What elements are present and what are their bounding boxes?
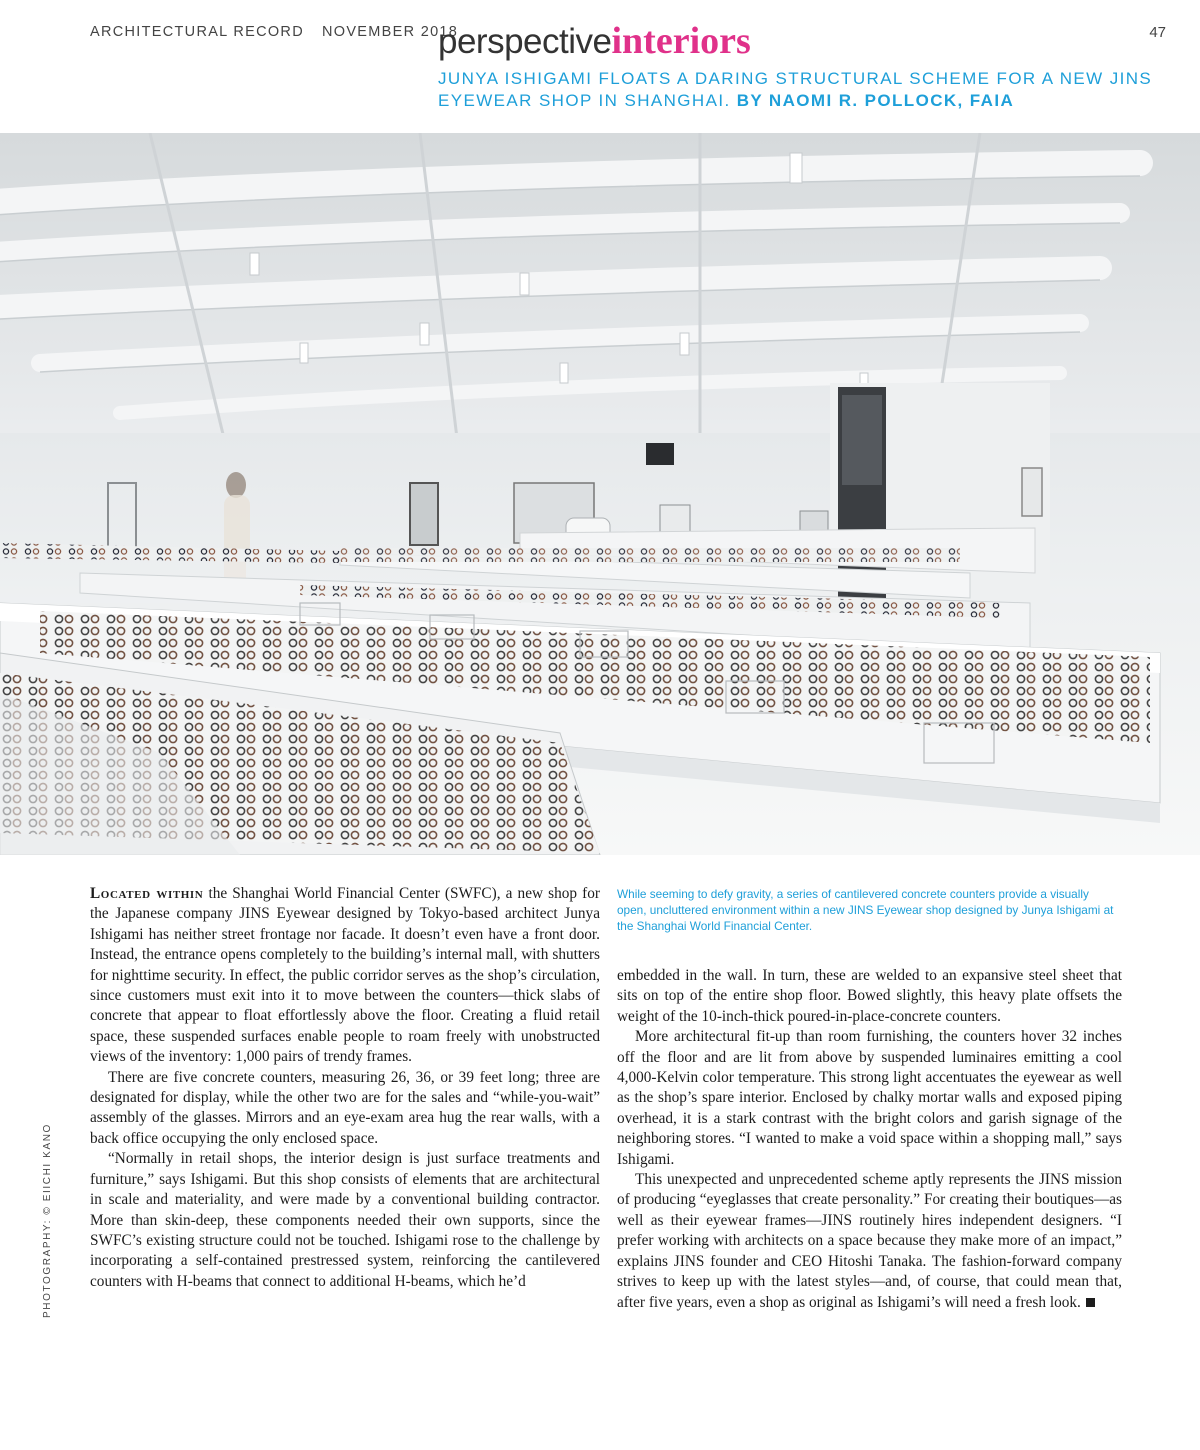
shop-interior-illustration xyxy=(0,133,1200,855)
body-paragraph: “Normally in retail shops, the interior design is just surface treatments and furniture,” says Ishigami. But this shop consists of elements that are architectural in scale and materiality, and were made by a conventional building contractor. More than skin-deep, these components needed their own supports, since the SWFC’s existing structure could not be touched. Ishigami rose to the challenge by incorporating a self-contained prestressed system, reinforcing the cantilevered counters with H-beams that connect to additional H-beams, which he’d xyxy=(90,1150,600,1290)
publication-name: ARCHITECTURAL RECORD xyxy=(90,24,304,40)
photo-credit xyxy=(38,1123,58,1318)
hero-photo xyxy=(0,133,1200,855)
body-paragraph xyxy=(90,884,600,1068)
body-paragraph: embedded in the wall. In turn, these are welded to an expansive steel sheet that sits on top of the entire shop floor. Bowed slightly, this heavy plate offsets the weight of the 10-inch-thick poured-in-place-concrete counters. xyxy=(617,967,1122,1025)
paragraph-text: the Shanghai World Financial Center (SWFC), a new shop for the Japanese company JINS Eyewear designed by Tokyo-based architect Junya Ishigami has neither street frontage nor facade. It doesn’t even have a front door. Instead, the entrance opens completely to the building’s internal mall, with shutters for nighttime security. In effect, the public corridor serves as the shop’s circulation, since customers must exit into it to move between the counters—thick slabs of concrete that appear to float effortlessly above the floor. Creating a fluid retail space, these suspended surfaces enable people to roam freely with unobstructed views of the inventory: 1,000 pairs of trendy frames. xyxy=(90,885,600,1066)
photo-caption: While seeming to defy gravity, a series of cantilevered concrete counters provide a visually open, uncluttered environment within a new JINS Eyewear shop designed by Junya Ishigami at the Shanghai World Financial Center. xyxy=(617,887,1114,933)
lead-in: Located within xyxy=(90,885,204,902)
deck-text: JUNYA ISHIGAMI FLOATS A DARING STRUCTURAL SCHEME FOR A NEW JINS EYEWEAR SHOP IN SHANGHAI. xyxy=(438,69,1153,110)
end-mark-icon xyxy=(1086,1298,1095,1307)
issue-date: NOVEMBER 2018 xyxy=(321,24,459,40)
body-paragraph: More architectural fit-up than room furnishing, the counters hover 32 inches off the floor and are lit from above by suspended luminaires emitting a cool 4,000-Kelvin color temperature. This strong light accentuates the eyewear as well as the shop’s spare interior. Enclosed by chalky mortar walls and exposed piping overhead, it is a stark contrast with the bright colors and garish signage of the neighboring stores. “I wanted to make a void space within a shopping mall,” says Ishigami. xyxy=(617,1028,1122,1168)
paragraph-text: This unexpected and unprecedented scheme aptly represents the JINS mission of producing “eyeglasses that create personality.” For creating their boutiques—as well as their eyewear frames—JINS routinely hires independent designers. “I prefer working with architects on a space because they make more of an impact,” explains JINS founder and CEO Hitoshi Tanaka. The fashion-forward company strives to keep up with the latest styles—and, of course, that could mean that, after five years, even a shop as original as Ishigami’s will need a fresh look. xyxy=(617,1171,1122,1311)
byline: BY NAOMI R. POLLOCK, FAIA xyxy=(736,91,1015,110)
body-paragraph xyxy=(617,1170,1122,1313)
running-head xyxy=(90,24,458,40)
article-deck xyxy=(438,68,1158,112)
article-column-right xyxy=(617,966,1122,1313)
body-paragraph: There are five concrete counters, measuring 26, 36, or 39 feet long; three are designated for display, while the other two are for the sales and “while-you-wait” assembly of the glasses. Mirrors and an eye-exam area hug the rear walls, with a back office occupying the only enclosed space. xyxy=(90,1068,600,1147)
photo-credit-text: PHOTOGRAPHY: © EIICHI KANO xyxy=(42,1123,53,1318)
section-title-light: perspective xyxy=(438,22,612,61)
section-title-bold: interiors xyxy=(611,20,751,62)
section-title xyxy=(438,22,751,60)
article-column-left xyxy=(90,884,600,1292)
page-number: 47 xyxy=(1149,24,1166,41)
